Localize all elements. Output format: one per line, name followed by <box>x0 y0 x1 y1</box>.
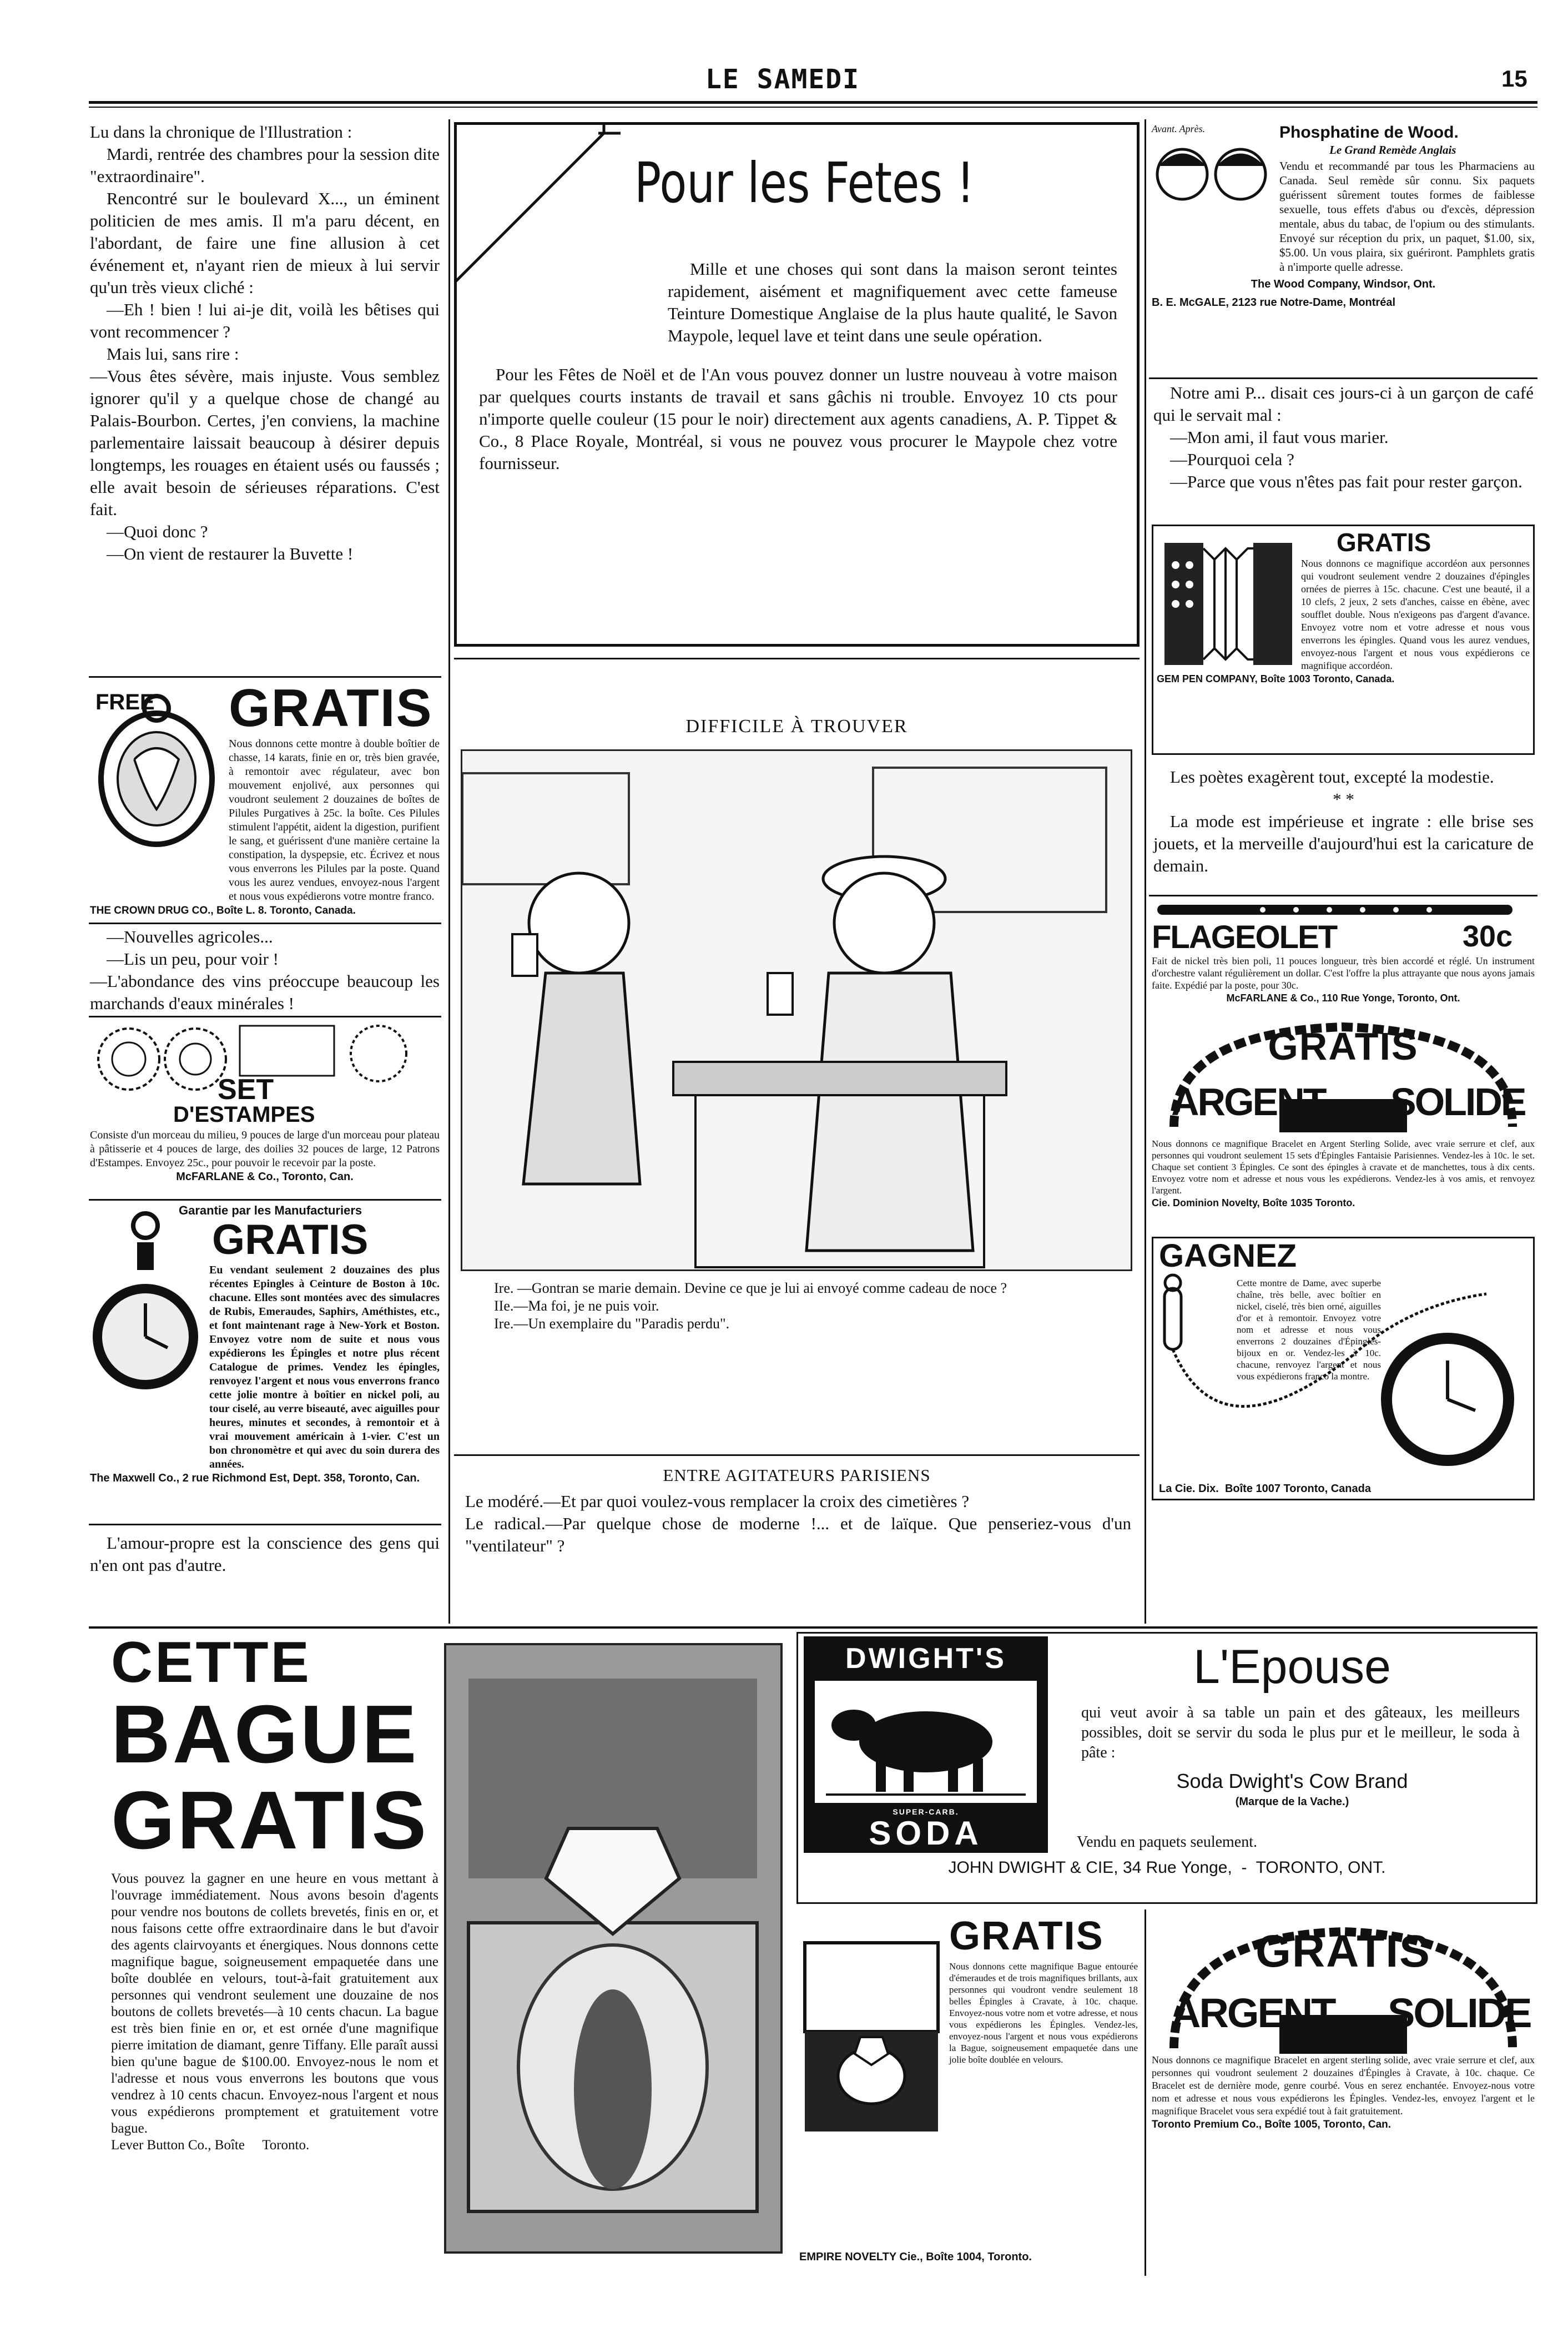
dwight-supercarb: SUPER-CARB. <box>893 1807 959 1816</box>
ad1-text: Nous donnons cette montre à double boîtier de chasse, 14 karats, finie en or, très bien gravée, à remontoir avec régulateur, avec bon mouvement enjolivé, aux personnes qui voudront seulement 2 douzaines de boîtes de Pilules Purgatives à 25c. la boîte. Ces Pilules stimulent l'appétit, aident la digestion, purifient le sang, et guérissent d'une manière certaine la constipation, la dyspepsie, etc. Écrivez et nous vous enverrons les Pilules par la poste. Quand vous les aurez vendues, envoyez-nous l'argent et nous vous expédierons votre montre franco. <box>229 738 440 903</box>
phos-title: Phosphatine de Wood. <box>1279 123 1459 142</box>
ad2-company: McFARLANE & Co., Toronto, Can. <box>176 1171 354 1183</box>
paragraph: La mode est impérieuse et ingrate : elle brise ses jouets, et la merveille d'aujourd'hui est la caricature de demain. <box>1153 812 1534 875</box>
phos-labels: Avant. Après. <box>1152 123 1206 134</box>
paragraph: Les poètes exagèrent tout, excepté la modestie. <box>1170 767 1494 787</box>
paragraph: —Vous êtes sévère, mais injuste. Vous semblez ignorer qu'il y a quelque chose de changé au Palais-Bourbon. Certes, j'en conviens, la machine parlementaire laissait beaucoup à désirer depuis longtemps, les rouages en étaient usés ou faussés ; elle avait besoin de sérieuses réparations. C'est fait. <box>90 366 440 519</box>
ad1-gratis: GRATIS <box>229 678 433 738</box>
flageolet-icon <box>1152 899 1535 921</box>
dwight-soda: SODA <box>869 1815 983 1852</box>
premium-address: Boîte 1005, Toronto, Can. <box>1264 2119 1391 2130</box>
gagnez-title: GAGNEZ <box>1159 1238 1297 1274</box>
dwight-mark: (Marque de la Vache.) <box>1235 1796 1349 1808</box>
ad3-text: Eu vendant seulement 2 douzaines des plus récentes Epingles à Ceinture de Boston à 10c. chacune. Elles sont montées avec des simulacres de Rubis, Emeraudes, Saphirs, Améthistes, etc., et font maintenant rage à New-York et Boston. Envoyez votre nom de suite et nous vous expédierons les Épingles et notre plus récent Catalogue de primes. Vendez les épingles, renvoyez l'argent et nous vous enverrons franco cette jolie montre à boîtier en nickel poli, au tour ciselé, au verre biseauté, avec aiguilles pour heures, minutes et secondes, à remontoir et à vrai mouvement américain à 1-vier. C'est un bon chronomètre et qui avec du soin durera des années. <box>209 1264 440 1470</box>
soda-package <box>804 1636 1048 1853</box>
argent-label: ARGENT <box>1171 1080 1325 1123</box>
bague-l1: CETTE <box>111 1630 311 1695</box>
section-rule <box>89 1626 1537 1629</box>
ad-toronto-premium <box>1152 1915 1535 2270</box>
fetes-title: Pour les Fetes ! <box>634 150 975 215</box>
svg-text:FREE: FREE <box>95 690 155 714</box>
divider <box>454 1454 1140 1456</box>
argent-company: Cie. Dominion Novelty, Boîte 1035 Toronto. <box>1152 1197 1355 1208</box>
empire-company: EMPIRE NOVELTY Cie., <box>799 2251 923 2263</box>
ad-gratis-argent-solide <box>1152 1016 1535 1232</box>
ad-pour-les-fetes <box>454 122 1140 647</box>
ad-cette-bague <box>89 1632 788 2270</box>
dwight-address: JOHN DWIGHT & CIE, 34 Rue Yonge, - TORONTO, ONT. <box>948 1858 1386 1877</box>
ad-dwight-soda <box>796 1632 1537 1904</box>
agricultural-jokes <box>90 926 440 1015</box>
dialogue-line: Le modéré.—Et par quoi voulez-vous remplacer la croix des cimetières ? <box>465 1491 970 1511</box>
premium-gratis: GRATIS <box>1256 1926 1431 1977</box>
paragraph: —On vient de restaurer la Buvette ! <box>107 544 354 563</box>
flageolet-text: Fait de nickel très bien poli, 11 pouces longueur, très bien accordé et réglé. Un instrument d'orchestre valant régulièrement un dollar. C'est l'offre la plus attrayante que nous ayons jamais faite. Expédié par la poste, pour 30c. <box>1152 955 1535 991</box>
ad-maxwell <box>90 1203 440 1520</box>
gagnez-address: Boîte 1007 Toronto, Canada <box>1224 1483 1371 1495</box>
premium-text: Nous donnons ce magnifique Bracelet en argent sterling solide, avec vraie serrure et clef, aux personnes qui voudront seulement 2 douzaines d'Épingles à Cravate, à 10c. chaque. Ce Bracelet est de dernière mode, genre courbé. Vous en serez enchantée. Envoyez-nous votre nom et adresse et nous vous expédierons les Épingles. Vendez-les, envoyez l'argent et le magnifique Bracelet vous sera expédié tout à fait gratuitement. <box>1152 2054 1535 2117</box>
cartoon-title: DIFFICILE À TROUVER <box>685 716 908 737</box>
ad1-company: THE CROWN DRUG CO., <box>90 905 214 916</box>
poets-mode-notes <box>1153 766 1534 877</box>
caption-line: Ire. —Gontran se marie demain. Devine ce que je lui ai envoyé comme cadeau de noce ? <box>494 1280 1007 1296</box>
paragraph: —Quoi donc ? <box>107 522 208 541</box>
ring-case-icon <box>799 1926 944 2193</box>
amour-propre-quote <box>90 1532 440 1576</box>
column-rule <box>1145 1909 1146 2276</box>
ad3-gratis: GRATIS <box>212 1216 369 1263</box>
divider <box>89 676 441 678</box>
empire-gratis: GRATIS <box>949 1914 1104 1958</box>
cow-icon <box>815 1681 1037 1803</box>
divider <box>89 923 441 924</box>
premium-solide: SOLIDE <box>1388 1990 1531 2036</box>
masthead-rule-thin <box>89 107 1537 108</box>
paragraph: Notre ami P... disait ces jours-ci à un garçon de café qui le servait mal : <box>1153 383 1534 425</box>
ad-flageolet <box>1152 899 1535 1010</box>
divider <box>1149 895 1537 896</box>
accordion-address: Boîte 1003 Toronto, Canada. <box>1260 673 1395 684</box>
paragraph: —Nouvelles agricoles... <box>107 927 273 946</box>
ad-set-destampes <box>90 1020 440 1198</box>
paragraph: —Eh ! bien ! lui ai-je dit, voilà les bêtises qui vont recommencer ? <box>90 300 440 341</box>
agitateurs-dialogue <box>465 1490 1131 1557</box>
argent-text: Nous donnons ce magnifique Bracelet en Argent Sterling Solide, avec vraie serrure et clef, aux personnes qui voudront seulement 15 sets d'Épingles Fantaisie Parisiennes. Vendez-les à 10c. le set. Chaque set contient 3 Épingles. Ce sont des épingles à cravate et de manchettes, tous à dix cents. Envoyez votre nom et adresse et nous vous les expédierons. Vendez-les à vos amis, et renvoyez l'argent. <box>1152 1138 1535 1196</box>
cartoon-illustration <box>461 749 1132 1271</box>
ad-crown-drug <box>90 678 440 920</box>
ring-box-illustration <box>444 1643 783 2254</box>
agitateurs-title: ENTRE AGITATEURS PARISIENS <box>663 1465 931 1485</box>
chronicle-article <box>90 121 440 565</box>
bague-company: Lever Button Co., Boîte <box>111 2138 245 2153</box>
section-stars: * * <box>1333 789 1354 809</box>
phos-company: The Wood Company, Windsor, Ont. <box>1251 278 1436 290</box>
masthead-title: LE SAMEDI <box>705 64 860 95</box>
paragraph: Rencontré sur le boulevard X..., un éminent politicien de mes amis. Il m'a paru décent, en l'abordant, de faire une fine allusion à cet événement et, n'ayant rien de mieux à lui servir qu'un très vieux cliché : <box>90 189 440 297</box>
empire-text: Nous donnons cette magnifique Bague entourée d'émeraudes et de trois magnifiques brillants, aux personnes qui voudront vendre seulement 18 belles Épingles à Cravate, à 10c. chaque. Envoyez-nous votre nom et votre adresse, et nous vous expédierons les Épingles. Vendez-les, envoyez-nous l'argent et nous vous expédierons la Bague, soigneusement empaquetée dans une jolie boîte doublée en velours. <box>949 1961 1138 2065</box>
divider <box>89 1524 441 1525</box>
masthead-rule <box>89 101 1537 104</box>
dwight-product: Soda Dwight's Cow Brand <box>1176 1770 1408 1792</box>
paragraph: —Lis un peu, pour voir ! <box>107 949 279 969</box>
flageolet-price: 30c <box>1463 920 1513 953</box>
accordion-text: Nous donnons ce magnifique accordéon aux personnes qui voudront seulement vendre 2 douzaines d'épingles ornées de pierres à 15c. chacune. C'est une beauté, il a 10 clefs, 2 jeux, 2 sets d'anches, caisse en ébène, avec soufflet double. Nous n'exigeons pas d'argent d'avance. Envoyez votre nom et votre adresse et nous vous enverrons les épingles. Quand vous les aurez vendues, envoyez-nous l'argent et nous vous expédierons ce magnifique accordéon. <box>1301 558 1530 671</box>
caption-line: IIe.—Ma foi, je ne puis voir. <box>494 1298 659 1314</box>
fetes-p1: Mille et une choses qui sont dans la maison seront teintes rapidement, aisément et magnifiquement avec cette fameuse Teinture Domestique Anglaise de la plus haute qualité, le Savon Maypole, lequel lave et teint dans une seule opération. <box>668 259 1117 345</box>
premium-argent: ARGENT <box>1171 1990 1335 2036</box>
argent-gratis: GRATIS <box>1268 1025 1419 1068</box>
dwight-title: L'Epouse <box>1193 1640 1391 1694</box>
ad-accordion <box>1152 525 1535 755</box>
bague-text: Vous pouvez la gagner en une heure en vous mettant à l'ouvrage immédiatement. Nous avons besoin d'agents pour vendre nos boutons de collets brevetés, finis en or, et nous faisons cette offre extraordinaire dans le but d'avoir des agents clairvoyants et énergiques. Nous donnons cette magnifique bague, soigneusement empaquetée dans une boîte doublée en velours, tout-à-fait gratuitement aux personnes qui vendront seulement une douzaine de nos boutons de collets brevetés—à 10 cents chacun. La bague est très bien finie en or, et est ornée d'une magnifique pierre imitation de diamant, genre Tiffany. Elle paraît aussi bien qu'une bague de $100.00. Envoyez-nous le nom et l'adresse et nous vous enverrons les boutons que vous vendrez à 10 cents chacun. Envoyez-nous l'argent et nous vous expédierons promptement et gratuitement votre bague. <box>111 1871 438 2136</box>
flageolet-name: FLAGEOLET <box>1152 919 1337 955</box>
premium-company: Toronto Premium Co., <box>1152 2119 1262 2130</box>
divider <box>1149 377 1537 379</box>
chronicle-intro: Lu dans la chronique de l'Illustration : <box>90 122 352 142</box>
dwight-text: qui veut avoir à sa table un pain et des gâteaux, les meilleurs possibles, doit se servir du soda le plus pur et le meilleur, le soda à pâte : <box>1081 1704 1520 1761</box>
ring-icon <box>446 1645 780 2251</box>
two-men-drinking-icon <box>462 751 1131 1269</box>
cartoon-caption <box>494 1279 1121 1333</box>
paragraph: Mais lui, sans rire : <box>107 344 239 364</box>
paragraph: —Pourquoi cela ? <box>1170 450 1294 469</box>
dialogue-line: Le radical.—Par quelque chose de moderne !... et de laïque. Que penseriez-vous d'un "ventilateur" ? <box>465 1514 1131 1555</box>
divider <box>89 1016 441 1017</box>
paragraph: —Parce que vous n'êtes pas fait pour rester garçon. <box>1170 472 1522 491</box>
fetes-p2: Pour les Fêtes de Noël et de l'An vous pouvez donner un lustre nouveau à votre maison par quelques courts instants de travail et sans gâchis ni trouble. Envoyez 10 cts pour n'importe quelle couleur (15 pour le noir) directement aux agents canadiens, A. P. Tippet & Co., 8 Place Royale, Montréal, si vous ne pouvez vous procurer le Maypole chez votre fournisseur. <box>479 365 1117 473</box>
divider <box>454 658 1140 659</box>
paragraph: —L'abondance des vins préoccupe beaucoup les marchands d'eaux minérales ! <box>90 971 440 1013</box>
accordion-company: GEM PEN COMPANY, <box>1157 673 1258 684</box>
dwight-brand: DWIGHT'S <box>845 1642 1006 1675</box>
ad-phosphatine <box>1152 123 1535 362</box>
garcon-anecdote <box>1153 382 1534 493</box>
dwight-sold: Vendu en paquets seulement. <box>1076 1833 1258 1851</box>
bague-city: Toronto. <box>262 2138 310 2153</box>
ad-empire-novelty <box>799 1915 1141 2270</box>
ad1-address: Boîte L. 8. Toronto, Canada. <box>216 905 356 916</box>
column-rule <box>448 119 450 1624</box>
paragraph: Mardi, rentrée des chambres pour la session dite "extraordinaire". <box>90 144 440 186</box>
solide-label: SOLIDE <box>1390 1080 1525 1123</box>
bague-l3: GRATIS <box>111 1775 429 1866</box>
phos-sub: Le Grand Remède Anglais <box>1329 143 1456 157</box>
gagnez-company: La Cie. Dix. <box>1159 1483 1219 1495</box>
phos-agent: B. E. McGALE, 2123 rue Notre-Dame, Montréal <box>1152 296 1396 309</box>
divider <box>89 1199 441 1201</box>
paragraph: —Mon ami, il faut vous marier. <box>1170 427 1389 447</box>
phos-text: Vendu et recommandé par tous les Pharmaciens au Canada. Seul remède sûr connu. Six paquets guérissent sûrement toutes formes de faiblesse sexuelle, tous effets d'abus ou d'excès, dépression mentale, abus du tabac, de l'opium ou des stimulants. Envoyé sur réception du prix, un paquet, $1.00, six, $5.00. Un vous plaira, six guériront. Pamphlets gratis à n'importe quelle adresse. <box>1279 159 1535 274</box>
bague-l2: BAGUE <box>111 1689 419 1780</box>
ad3-guarantee: Garantie par les Manufacturiers <box>179 1203 362 1217</box>
caption-line: Ire.—Un exemplaire du "Paradis perdu". <box>494 1316 730 1332</box>
paragraph: L'amour-propre est la conscience des gens qui n'en ont pas d'autre. <box>90 1533 440 1575</box>
ad3-company: The Maxwell Co., 2 rue Richmond Est, Dept. 358, Toronto, Can. <box>90 1472 420 1484</box>
ad2-destampes: D'ESTAMPES <box>173 1102 315 1127</box>
empire-address: Boîte 1004, Toronto. <box>926 2251 1032 2263</box>
gagnez-text: Cette montre de Dame, avec superbe chaîne, très belle, avec boîtier en nickel, ciselé, très bien orné, aiguilles d'or et à remontoir. Envoyez votre nom et adresse et nous vous enverrons 2 douzaines d'Épingles-bijoux en or. Vendez-les à 10c. chacune, renvoyez l'argent et nous vous expédierons franco la montre. <box>1237 1278 1381 1382</box>
column-rule <box>1145 119 1146 1624</box>
ad2-text: Consiste d'un morceau du milieu, 9 pouces de large d'un morceau pour plateau à pâtisserie et 4 pouces de large, des doilies 32 pouces de large, 12 Patrons d'Estampes. Envoyez 25c., pour pouvoir le recevoir par la poste. <box>90 1129 440 1169</box>
page-number: 15 <box>1501 65 1527 92</box>
accordion-gratis: GRATIS <box>1337 528 1431 557</box>
flageolet-company: McFARLANE & Co., 110 Rue Yonge, Toronto, Ont. <box>1226 992 1460 1004</box>
ad2-set: SET <box>218 1074 274 1106</box>
ad-gagnez <box>1152 1237 1535 1500</box>
